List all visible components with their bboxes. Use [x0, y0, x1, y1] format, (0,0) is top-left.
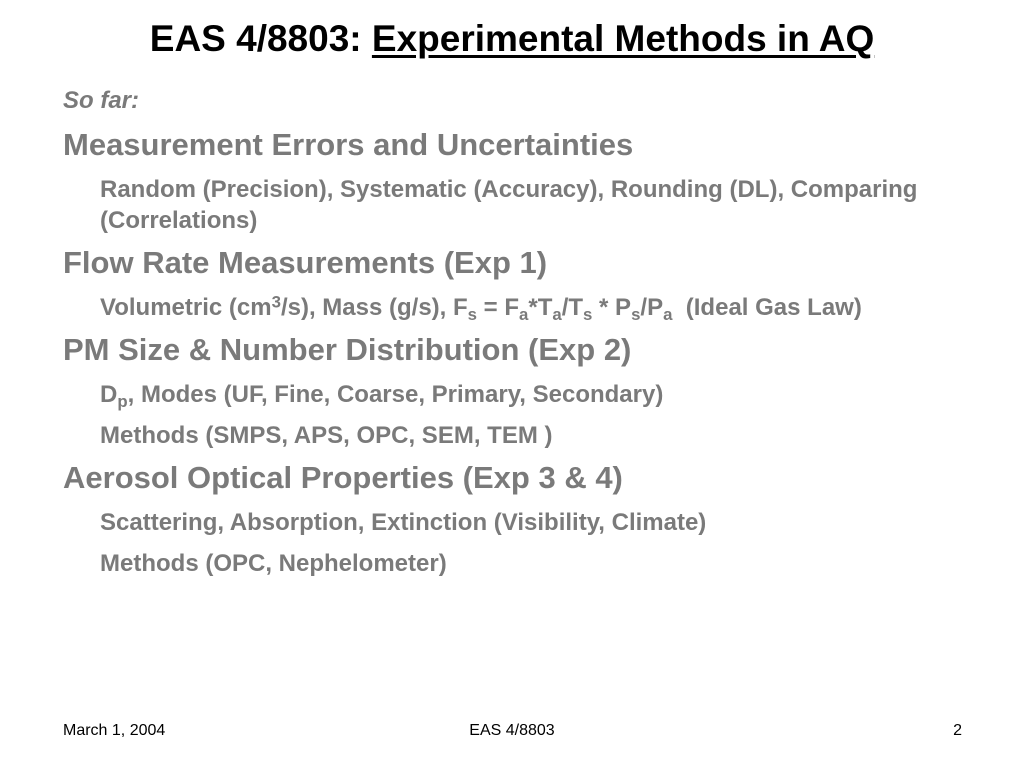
slide-title-underlined: Experimental Methods in AQ [371, 18, 875, 59]
section-item-flow-formula: Volumetric $(cm^3/s)$, Mass (g/s), $F_s = F_a*T_a/T_s * P_s/P_a$ (Ideal Gas Law) [100, 292, 862, 325]
section-item-error-types: Random (Precision), Systematic (Accuracy), Rounding (DL), Comparing (Correlations) [100, 176, 918, 234]
footer-course: EAS 4/8803 [469, 722, 555, 739]
footer-date: March 1, 2004 [63, 722, 166, 739]
section-item-pm-methods: Methods (SMPS, APS, OPC, SEM, TEM ) [100, 422, 553, 449]
slide-title [0, 18, 1024, 60]
section-heading-optical-properties: Aerosol Optical Properties (Exp 3 & 4) [63, 460, 623, 495]
section-heading-flow-rate: Flow Rate Measurements (Exp 1) [63, 245, 548, 280]
section-item-optical-methods: Methods (OPC, Nephelometer) [100, 550, 447, 577]
section-heading-measurement-errors: Measurement Errors and Uncertainties [63, 127, 634, 162]
so-far-label: So far: [63, 87, 140, 114]
footer-page-number: 2 [953, 722, 962, 739]
section-item-modes: $D_p$, Modes (UF, Fine, Coarse, Primary, Secondary) [100, 381, 664, 412]
section-heading-pm-size: PM Size & Number Distribution (Exp 2) [63, 332, 632, 367]
slide-title-prefix: EAS 4/8803: [149, 18, 372, 59]
section-item-optical-effects: Scattering, Absorption, Extinction (Visibility, Climate) [100, 509, 707, 536]
slide-content [63, 84, 963, 579]
